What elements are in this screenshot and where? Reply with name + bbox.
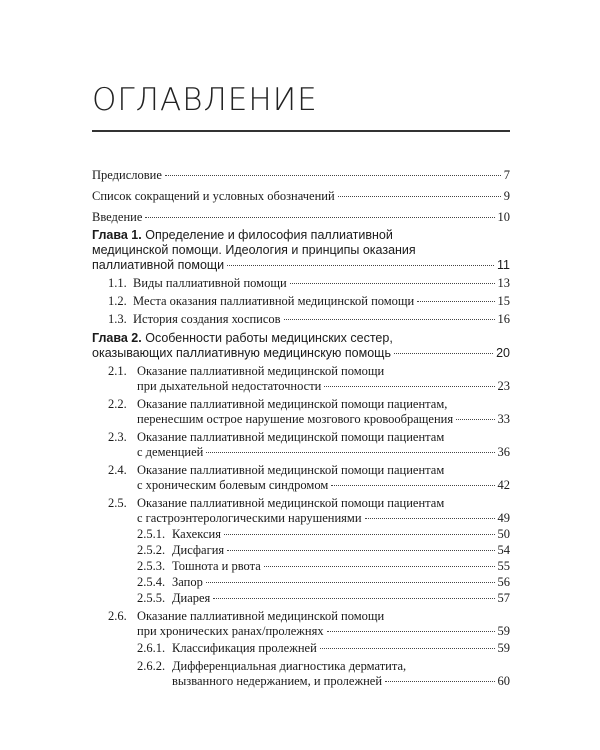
entry-label: перенесшим острое нарушение мозгового кровообращения xyxy=(137,412,454,426)
toc-entry-1-3[interactable] xyxy=(133,312,510,327)
entry-page: 33 xyxy=(497,412,510,426)
entry-label: Виды паллиативной помощи xyxy=(133,276,287,290)
leader-dots xyxy=(331,485,494,486)
leader-dots xyxy=(165,175,501,176)
toc-entry-preface[interactable] xyxy=(92,168,510,183)
toc-entry-2-5-2[interactable] xyxy=(172,543,510,558)
entry-page: 60 xyxy=(497,674,510,688)
entry-page: 16 xyxy=(497,312,510,326)
subsection-number: 2.5.1. xyxy=(137,527,166,541)
toc-entry-1-2[interactable] xyxy=(133,294,510,309)
leader-dots xyxy=(394,353,493,354)
subsection-number: 2.6.1. xyxy=(137,641,166,655)
title-rule xyxy=(92,130,510,132)
section-number: 2.1. xyxy=(108,364,127,378)
toc-entry-2-6[interactable] xyxy=(137,624,510,639)
section-2-6-line1: Оказание паллиативной медицинской помощи xyxy=(137,609,385,623)
entry-page: 59 xyxy=(497,641,510,655)
entry-page: 49 xyxy=(497,511,510,525)
chapter-2-line1: Особенности работы медицинских сестер, xyxy=(145,331,393,345)
chapter-1-prefix: Глава 1. xyxy=(92,228,142,242)
toc-entry-2-3[interactable] xyxy=(137,445,510,460)
chapter-2-prefix: Глава 2. xyxy=(92,331,142,345)
entry-label: при дыхательной недостаточности xyxy=(137,379,322,393)
entry-label: Дисфагия xyxy=(172,543,225,557)
chapter-1-line3[interactable] xyxy=(92,258,510,273)
subsection-number: 2.5.4. xyxy=(137,575,166,589)
leader-dots xyxy=(365,518,495,519)
leader-dots xyxy=(206,582,495,583)
entry-label: Введение xyxy=(92,210,143,224)
section-number: 2.6. xyxy=(108,609,127,623)
entry-page: 20 xyxy=(496,346,510,360)
subsection-number: 2.6.2. xyxy=(137,659,166,673)
section-number: 1.1. xyxy=(108,276,127,290)
entry-label: Список сокращений и условных обозначений xyxy=(92,189,335,203)
leader-dots xyxy=(338,196,501,197)
leader-dots xyxy=(227,265,494,266)
toc-entry-2-5[interactable] xyxy=(137,511,510,526)
entry-page: 57 xyxy=(497,591,510,605)
leader-dots xyxy=(284,319,495,320)
toc-entry-2-5-5[interactable] xyxy=(172,591,510,606)
section-number: 2.3. xyxy=(108,430,127,444)
toc-entry-2-6-1[interactable] xyxy=(172,641,510,656)
entry-label: с деменцией xyxy=(137,445,204,459)
entry-label: вызванного недержанием, и пролежней xyxy=(172,674,383,688)
toc-entry-2-6-2[interactable] xyxy=(172,674,510,689)
entry-label: паллиативной помощи xyxy=(92,258,225,272)
entry-label: Кахексия xyxy=(172,527,221,541)
toc-entry-2-1[interactable] xyxy=(137,379,510,394)
section-number: 2.4. xyxy=(108,463,127,477)
leader-dots xyxy=(327,631,495,632)
entry-page: 42 xyxy=(497,478,510,492)
page-title: ОГЛАВЛЕНИЕ xyxy=(92,82,318,118)
entry-page: 36 xyxy=(497,445,510,459)
leader-dots xyxy=(227,550,494,551)
toc-entry-2-5-3[interactable] xyxy=(172,559,510,574)
section-2-6-2-line1: Дифференциальная диагностика дерматита, xyxy=(172,659,407,673)
entry-label: Тошнота и рвота xyxy=(172,559,261,573)
leader-dots xyxy=(206,452,494,453)
section-number: 2.5. xyxy=(108,496,127,510)
leader-dots xyxy=(417,301,494,302)
entry-page: 10 xyxy=(497,210,510,224)
chapter-1-line1: Определение и философия паллиативной xyxy=(145,228,393,242)
entry-page: 23 xyxy=(497,379,510,393)
chapter-1-heading[interactable] xyxy=(92,228,393,243)
chapter-1-line2: медицинской помощи. Идеология и принципы оказания xyxy=(92,243,416,257)
subsection-number: 2.5.5. xyxy=(137,591,166,605)
leader-dots xyxy=(145,217,494,218)
toc-entry-2-4[interactable] xyxy=(137,478,510,493)
leader-dots xyxy=(264,566,495,567)
subsection-number: 2.5.2. xyxy=(137,543,166,557)
toc-entry-introduction[interactable] xyxy=(92,210,510,225)
toc-entry-2-2[interactable] xyxy=(137,412,510,427)
toc-entry-2-5-1[interactable] xyxy=(172,527,510,542)
entry-page: 9 xyxy=(503,189,510,203)
toc-entry-2-5-4[interactable] xyxy=(172,575,510,590)
entry-label: Диарея xyxy=(172,591,211,605)
entry-page: 55 xyxy=(497,559,510,573)
leader-dots xyxy=(324,386,494,387)
section-number: 1.2. xyxy=(108,294,127,308)
entry-label: Классификация пролежней xyxy=(172,641,317,655)
entry-page: 11 xyxy=(497,258,510,272)
toc-entry-abbreviations[interactable] xyxy=(92,189,510,204)
leader-dots xyxy=(213,598,494,599)
section-2-4-line1: Оказание паллиативной медицинской помощи пациентам xyxy=(137,463,445,477)
entry-page: 56 xyxy=(497,575,510,589)
leader-dots xyxy=(456,419,494,420)
entry-label: Места оказания паллиативной медицинской помощи xyxy=(133,294,415,308)
leader-dots xyxy=(385,681,494,682)
section-2-2-line1: Оказание паллиативной медицинской помощи пациентам, xyxy=(137,397,448,411)
chapter-2-heading[interactable] xyxy=(92,331,393,346)
entry-label: Запор xyxy=(172,575,203,589)
entry-page: 13 xyxy=(497,276,510,290)
entry-label: Предисловие xyxy=(92,168,162,182)
entry-label: при хронических ранах/пролежнях xyxy=(137,624,324,638)
section-2-3-line1: Оказание паллиативной медицинской помощи пациентам xyxy=(137,430,445,444)
toc-entry-1-1[interactable] xyxy=(133,276,510,291)
section-2-1-line1: Оказание паллиативной медицинской помощи xyxy=(137,364,385,378)
subsection-number: 2.5.3. xyxy=(137,559,166,573)
section-number: 2.2. xyxy=(108,397,127,411)
entry-label: оказывающих паллиативную медицинскую помощь xyxy=(92,346,391,360)
entry-page: 15 xyxy=(497,294,510,308)
entry-page: 54 xyxy=(497,543,510,557)
leader-dots xyxy=(224,534,495,535)
entry-label: История создания хосписов xyxy=(133,312,281,326)
section-2-5-line1: Оказание паллиативной медицинской помощи пациентам xyxy=(137,496,445,510)
entry-label: с гастроэнтерологическими нарушениями xyxy=(137,511,362,525)
chapter-2-line2[interactable] xyxy=(92,346,510,361)
entry-label: с хроническим болевым синдромом xyxy=(137,478,329,492)
leader-dots xyxy=(320,648,495,649)
section-number: 1.3. xyxy=(108,312,127,326)
entry-page: 59 xyxy=(497,624,510,638)
entry-page: 7 xyxy=(503,168,510,182)
leader-dots xyxy=(290,283,495,284)
entry-page: 50 xyxy=(497,527,510,541)
